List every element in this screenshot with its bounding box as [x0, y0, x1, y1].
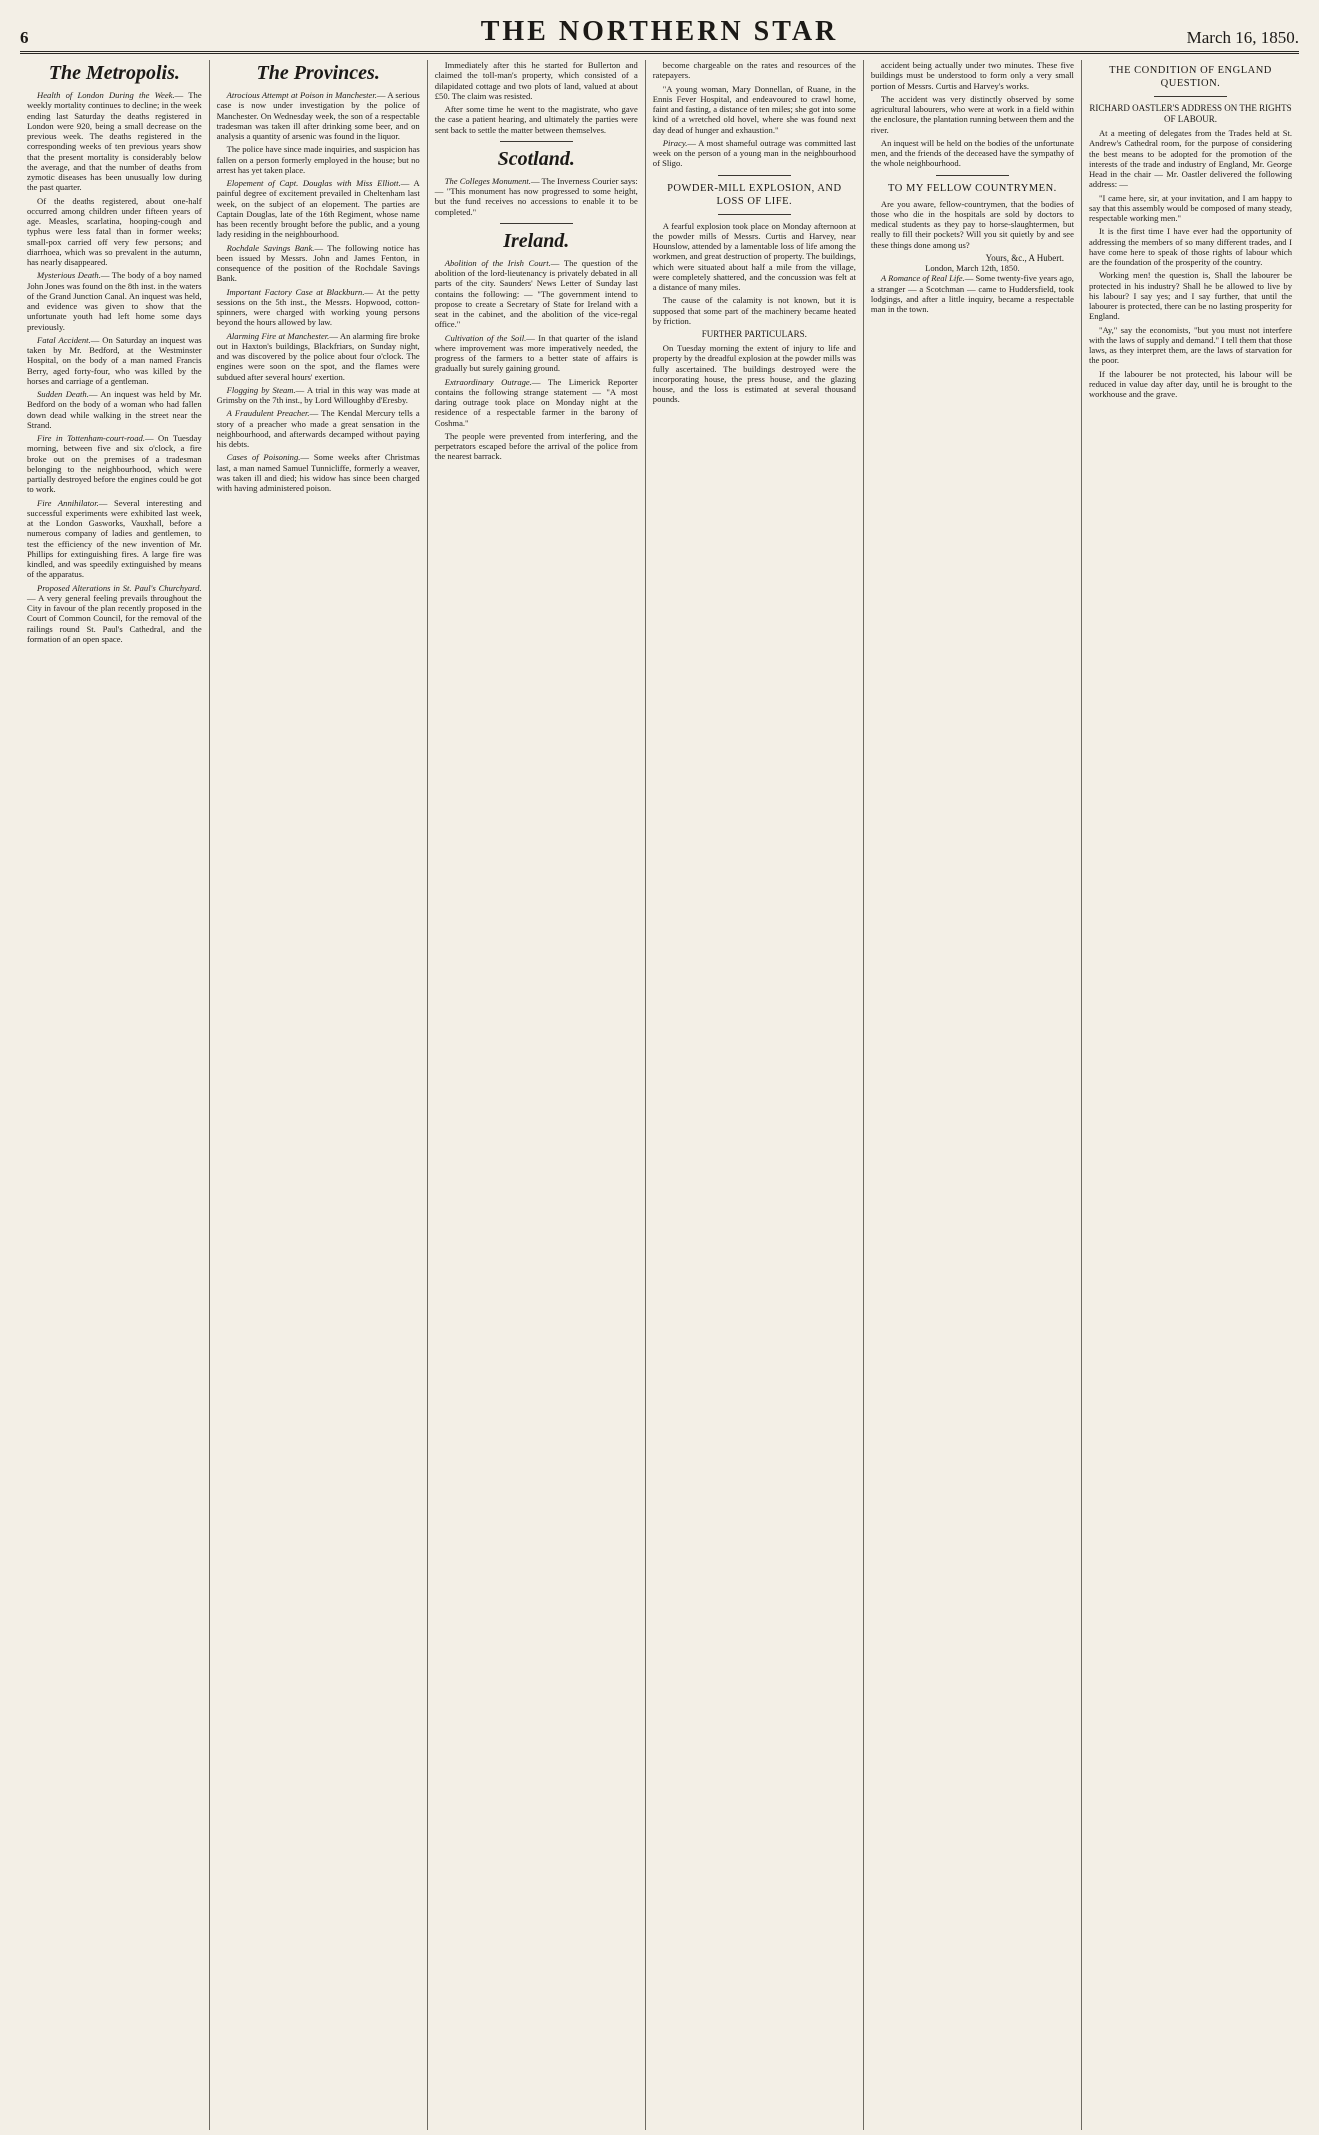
article [217, 452, 420, 493]
article [27, 583, 202, 645]
article-text: After some time he went to the magistrate, who gave the case a patient hearing, and ultimately the parties were sent back to settle the matter between themselves. [434, 104, 638, 135]
article-lead: Extraordinary Outrage. [444, 376, 532, 387]
article-lead: Fire in Tottenham-court-road. [37, 433, 145, 443]
article [1089, 193, 1292, 224]
article [217, 287, 420, 328]
article-lead: The Colleges Monument. [444, 175, 531, 186]
article [217, 408, 420, 449]
column-metropolis [20, 60, 210, 2130]
article [217, 178, 420, 240]
article [435, 176, 638, 217]
article [653, 295, 856, 326]
section-heading-provinces: The Provinces. [256, 62, 380, 84]
article-text: At a meeting of delegates from the Trades held at St. Andrew's Cathedral room, for the purpose of considering the best means to be adopted for the promotion of the interests of the trade and industry of England, Mr. George Head in the chair — Mr. Oastler delivered the following address: — [1088, 128, 1293, 190]
article [217, 331, 420, 382]
article-text: — Some twenty-five years ago, a stranger — a Scotchman — came to Huddersfield, took lodgings, and after a little inquiry, became a respectable man in the town. [870, 273, 1074, 314]
article-text: — The body of a boy named John Jones was found on the 8th inst. in the waters of the Grand Junction Canal. An inquest was held, and evidence was given to show that the unfortunate youth had left home some days previously. [27, 270, 202, 332]
article-text: An inquest will be held on the bodies of the unfortunate men, and the friends of the deceased have the sympathy of the whole neighbourhood. [870, 137, 1074, 169]
article [435, 377, 638, 428]
article [1089, 226, 1292, 267]
letter-date: London, March 12th, 1850. [925, 263, 1020, 273]
column-provinces [210, 60, 428, 2130]
article-text: The accident was very distinctly observed by some agricultural labourers, who were at work in a field within the enclosure, the plantation running between them and the river. [870, 93, 1074, 135]
article-text: It is the first time I have ever had the opportunity of addressing the members of so many different trades, and I have come here to speak of those rights of labour which are the foundation of the prosperity of the country. [1088, 226, 1293, 267]
subheading-particulars: FURTHER PARTICULARS. [701, 329, 807, 339]
article-text: become chargeable on the rates and resources of the ratepayers. [652, 60, 856, 81]
newspaper-title: THE NORTHERN STAR [480, 16, 839, 47]
article-text: — The weekly mortality continues to decline; in the week ending last Saturday the deaths registered in London were 920, being a small decrease on the previous week. The deaths registered in the corresponding weeks of ten previous years show that the present mortality is considerably below the average, and that the number of deaths from zymotic diseases has been unusually low during the past quarter. [27, 90, 202, 193]
column-condition-of-england [1082, 60, 1299, 2130]
column-scotland-ireland [428, 60, 646, 2130]
article-lead: Health of London During the Week. [37, 90, 175, 100]
article [1089, 128, 1292, 190]
section-heading-scotland: Scotland. [497, 147, 575, 170]
article [871, 94, 1074, 135]
article-lead: Mysterious Death. [37, 270, 101, 281]
article-text: — A painful degree of excitement prevailed in Cheltenham last week, on the subject of an elopement. The parties are Captain Douglas, late of the 16th Regiment, whose name has been recently brought before the public, and a young lady residing in the neighbourhood. [216, 178, 420, 240]
article [871, 273, 1074, 314]
article-lead: Cultivation of the Soil. [444, 332, 527, 343]
article [653, 84, 856, 135]
article [27, 433, 202, 495]
article [435, 60, 638, 101]
headline-powder-mill: POWDER-MILL EXPLOSION, AND LOSS OF LIFE. [667, 182, 842, 207]
article-text: — A trial in this way was made at Grimsby on the 7th inst., by Lord Willoughby d'Eresby. [216, 384, 420, 405]
section-heading-metropolis: The Metropolis. [48, 62, 180, 84]
article-text: The people were prevented from interfering, and the perpetrators escaped before the arrival of the police from the nearest barrack. [434, 430, 638, 462]
article [435, 104, 638, 135]
issue-date: March 16, 1850. [1186, 28, 1299, 47]
article-text: — The Inverness Courier says: — "This monument has now progressed to some height, but the fund receives no accessions to enable it to be completed." [434, 175, 638, 217]
headline-fellow-countrymen: TO MY FELLOW COUNTRYMEN. [888, 182, 1057, 194]
article [871, 60, 1074, 91]
article-text: — The following notice has been issued by Messrs. John and James Fenton, in consequence of the position of the Rochdale Savings Bank. [216, 242, 420, 284]
headline-condition-of-england: THE CONDITION OF ENGLAND QUESTION. [1109, 65, 1272, 89]
divider [718, 214, 791, 215]
divider [718, 175, 791, 176]
article-text: — At the petty sessions on the 5th inst., the Messrs. Hopwood, cotton-spinners, were charged with working young persons beyond the hours allowed by law. [216, 286, 420, 328]
article-lead: Cases of Poisoning. [226, 452, 301, 463]
article-text: Are you aware, fellow-countrymen, that the bodies of those who die in the hospitals are sold by doctors to medical students as they pay to horse-slaughtermen, but really to fill their pockets? Will you sit quietly by and see these things done among us? [870, 198, 1074, 250]
subheading-oastler-address: RICHARD OASTLER'S ADDRESS ON THE RIGHTS OF LABOUR. [1089, 103, 1292, 124]
article-lead: Piracy. [662, 137, 688, 148]
article [653, 138, 856, 169]
article-text: — An alarming fire broke out in Haxton's buildings, Blackfriars, on Sunday night, and was discovered by the police about four o'clock. The engines were soon on the spot, and the flames were subdued after several hours' exertion. [216, 330, 420, 382]
article-text: A fearful explosion took place on Monday afternoon at the powder mills of Messrs. Curtis and Harvey, near Hounslow, attended by a lamentable loss of life among the workmen, and great destruction of property. The buildings, which were situated about half a mile from the village, were completely shattered, and the concussion was felt at a distance of many miles. [652, 220, 856, 292]
article-lead: Elopement of Capt. Douglas with Miss Elliott. [226, 178, 401, 188]
section-heading-ireland: Ireland. [503, 229, 570, 252]
article-lead: Important Factory Case at Blackburn. [226, 286, 365, 297]
article-text: — In that quarter of the island where improvement was more imperatively needed, the progress of the farmers to a better state of affairs is gradually but surely gaining ground. [434, 332, 638, 374]
article-text: — On Saturday an inquest was taken by Mr. Bedford, at the Westminster Hospital, on the body of a man named Francis Berry, aged forty-four, who was killed by the horses and carriage of a gentleman. [27, 334, 202, 386]
article-lead: A Fraudulent Preacher. [226, 408, 310, 419]
article-text: — A most shameful outrage was committed last week on the person of a young man in the neighbourhood of Sligo. [652, 137, 856, 169]
article [217, 385, 420, 406]
article-text: On Tuesday morning the extent of injury to life and property by the dreadful explosion at the powder mills was fully ascertained. The buildings destroyed were the incorporating house, the press house, and the glazing house, and the loss is estimated at several thousand pounds. [652, 343, 856, 405]
article [1089, 325, 1292, 366]
divider [500, 223, 573, 224]
article-text: — The Limerick Reporter contains the following strange statement — "A most daring outrage took place on Monday night at the residence of a respectable farmer in the barony of Coshma." [434, 376, 638, 428]
article [27, 270, 202, 332]
article [217, 144, 420, 175]
article [1089, 270, 1292, 321]
article-lead: A Romance of Real Life. [880, 273, 965, 284]
article-text: — Some weeks after Christmas last, a man named Samuel Tunnicliffe, formerly a weaver, was taken ill and died; his widow has since been charged with having administered poison. [216, 452, 420, 493]
article-text: Immediately after this he started for Bullerton and claimed the toll-man's property, which consisted of a dilapidated cottage and two plots of land, valued at about £50. The claim was resisted. [434, 60, 638, 101]
article-lead: Fatal Accident. [37, 334, 91, 345]
divider [936, 175, 1009, 176]
article-text: — An inquest was held by Mr. Bedford on the body of a woman who had fallen down dead while walking in the street near the Strand. [27, 389, 202, 430]
article-text: The cause of the calamity is not known, but it is supposed that some part of the machinery became heated by friction. [652, 295, 856, 326]
article [653, 221, 856, 293]
article-lead: Atrocious Attempt at Poison in Manchester. [226, 90, 377, 100]
article-text: — A very general feeling prevails throughout the City in favour of the plan recently proposed in the Court of Common Council, for the removal of the railings round St. Paul's Cathedral, and the formation of an open space. [27, 592, 202, 644]
article-text: Working men! the question is, Shall the labourer be protected in his industry? Shall he be allowed to live by his labour? I say yes; and I say further, that until the labourer is protected, there can be no lasting prosperity for England. [1088, 270, 1293, 322]
article-text: If the labourer be not protected, his labour will be reduced in value day after day, until he is brought to the workhouse and the grave. [1088, 368, 1293, 399]
article [27, 389, 202, 430]
article [653, 343, 856, 405]
article-text: — On Tuesday morning, between five and six o'clock, a fire broke out on the premises of a tradesman belonging to the neighbourhood, which were partially destroyed before the engines could be got to work. [27, 433, 202, 495]
letter-signature: Yours, &c., A Hubert. [985, 252, 1064, 263]
article [871, 199, 1074, 250]
article [27, 498, 202, 580]
article-text: "Ay," say the economists, "but you must not interfere with the laws of supply and demand." I tell them that those laws, as they interpret them, are the laws of starvation for the poor. [1088, 324, 1293, 366]
article-lead: Alarming Fire at Manchester. [226, 330, 330, 341]
article-text: — Several interesting and successful experiments were exhibited last week, at the London Gasworks, Vauxhall, before a numerous company of ladies and gentlemen, to test the efficiency of the new invention of Mr. Phillips for extinguishing fires. A large fire was kindled, and was speedily extinguished by means of the apparatus. [27, 497, 202, 580]
article-text: The police have since made inquiries, and suspicion has fallen on a person formerly employed in the house; but no arrest has yet taken place. [216, 144, 420, 175]
article [217, 90, 420, 141]
divider [1154, 96, 1227, 97]
article [27, 90, 202, 193]
article [217, 243, 420, 284]
article [435, 431, 638, 462]
article [27, 335, 202, 386]
article-text: "A young woman, Mary Donnellan, of Ruane, in the Ennis Fever Hospital, and endeavoured to crawl home, faint and fasting, a distance of ten miles; she got into some kind of a wretched old hovel, where she was found next day dead of hunger and exhaustion." [652, 83, 856, 135]
article-text: Of the deaths registered, about one-half occurred among children under fifteen years of age. Measles, scarlatina, hooping-cough and typhus were less fatal than in former weeks; small-pox carried off very few persons; and diarrhoea, which was so prevalent in the autumn, has nearly disappeared. [27, 195, 202, 267]
article-lead: Sudden Death. [37, 389, 89, 399]
article-text: — The Kendal Mercury tells a story of a preacher who made a great sensation in the neighbourhood, and afterwards decamped without paying his debts. [216, 408, 420, 449]
columns [20, 60, 1299, 2130]
column-letters [864, 60, 1082, 2130]
article-lead: Abolition of the Irish Court. [444, 257, 551, 268]
article [27, 196, 202, 268]
article-lead: Flogging by Steam. [226, 384, 296, 395]
article-lead: Proposed Alterations in St. Paul's Churchyard. [37, 582, 202, 593]
article [435, 258, 638, 330]
article-lead: Fire Annihilator. [37, 497, 99, 508]
article-text: accident being actually under two minutes. These five buildings must be understood to form only a very small portion of Messrs. Curtis and Harvey's works. [870, 60, 1074, 91]
article [653, 60, 856, 81]
column-explosion [646, 60, 864, 2130]
article-text: — A serious case is now under investigation by the police of Manchester. On Wednesday week, the son of a respectable tradesman was taken ill after drinking some beer, and on analysis a quantity of arsenic was found in the liquor. [216, 90, 420, 141]
article-text: "I came here, sir, at your invitation, and I am happy to say that this assembly would be composed of many steady, respectable working men." [1088, 192, 1293, 223]
divider [500, 141, 573, 142]
page-number: 6 [20, 28, 29, 47]
article [1089, 369, 1292, 400]
article [435, 333, 638, 374]
article-lead: Rochdale Savings Bank. [226, 242, 315, 253]
article [871, 138, 1074, 169]
masthead [20, 14, 1299, 54]
article-text: — The question of the abolition of the lord-lieutenancy is privately debated in all parts of the city. Saunders' News Letter of Sunday last contains the following: — "The government intend to propose to create a Secretary of State for Ireland with a seat in the cabinet, and the abolition of the vice-regal office." [434, 257, 638, 330]
